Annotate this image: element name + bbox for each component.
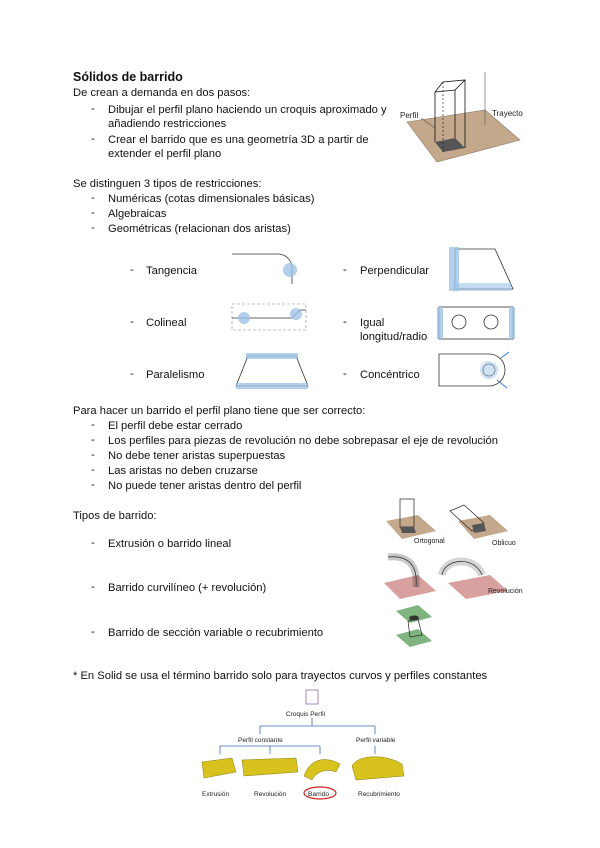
sweep-prism-figure (395, 70, 530, 165)
tangencia-label: Tangencia (146, 265, 198, 277)
sweep-types-intro: Tipos de barrido: (73, 510, 157, 522)
sweep-type-variable: Barrido de sección variable o recubrimiento (108, 627, 324, 639)
bullet-dash: - (91, 464, 95, 476)
tree-leaf-revolution: Revolución (254, 791, 287, 798)
restriction-algebraic: Algebraicas (108, 208, 167, 220)
sweep-types-figure (378, 495, 538, 655)
restriction-geometric: Geométricas (relacionan dos aristas) (108, 223, 291, 235)
tree-leaf-recubrimiento: Recubrimiento (358, 791, 400, 798)
bullet-dash: - (91, 419, 95, 431)
bullet-dash: - (91, 207, 95, 219)
paralelismo-label: Paralelismo (146, 369, 205, 381)
bullet-dash: - (343, 316, 347, 328)
bullet-dash: - (91, 626, 95, 638)
revolucion-label: Revolución (488, 588, 523, 595)
fig1-perfil-label: Perfil (400, 111, 419, 120)
bullet-dash: - (91, 222, 95, 234)
profile-intro: Para hacer un barrido el perfil plano tiene que ser correcto: (73, 405, 366, 417)
restrictions-intro: Se distinguen 3 tipos de restricciones: (73, 178, 262, 190)
perpendicular-label: Perpendicular (360, 265, 430, 277)
bullet-dash: - (91, 133, 95, 145)
bullet-dash: - (130, 316, 134, 328)
bullet-dash: - (130, 264, 134, 276)
profile-rule-5: No puede tener aristas dentro del perfil (108, 480, 302, 492)
oblicuo-label: Oblicuo (492, 540, 516, 547)
step-2-line-2: extender el perfil plano (108, 148, 222, 160)
bullet-dash: - (91, 103, 95, 115)
intro-text: De crean a demanda en dos pasos: (73, 87, 251, 99)
solid-note: * En Solid se usa el término barrido solo para trayectos curvos y perfiles constantes (73, 670, 488, 682)
bullet-dash: - (343, 368, 347, 380)
tree-right-label: Perfil variable (356, 737, 396, 744)
bullet-dash: - (91, 479, 95, 491)
perpendicular-sketch (435, 245, 520, 293)
tree-leaf-extrusion: Extrusión (202, 791, 230, 798)
bullet-dash: - (91, 434, 95, 446)
page-title: Sólidos de barrido (73, 70, 183, 84)
bullet-dash: - (130, 368, 134, 380)
step-1-line-2: añadiendo restricciones (108, 118, 227, 130)
colinear-sketch (230, 300, 310, 338)
tree-root-label: Croquis Perfil (286, 711, 326, 718)
tree-leaf-barrido: Barrido (308, 791, 329, 798)
concentric-sketch (435, 350, 520, 392)
concentrico-label: Concéntrico (360, 369, 420, 381)
step-2-line-1: Crear el barrido que es una geometría 3D a partir de (108, 134, 369, 146)
profile-rule-2: Los perfiles para piezas de revolución no debe sobrepasar el eje de revolución (108, 435, 498, 447)
bullet-dash: - (343, 264, 347, 276)
igual-label-2: longitud/radio (360, 331, 428, 343)
bullet-dash: - (91, 192, 95, 204)
igual-label-1: Igual (360, 317, 385, 329)
bullet-dash: - (91, 449, 95, 461)
parallel-sketch (232, 350, 312, 392)
bullet-dash: - (91, 537, 95, 549)
sweep-type-extrusion: Extrusión o barrido lineal (108, 538, 232, 550)
fig1-trayecto-label: Trayecto (492, 109, 523, 118)
step-1-line-1: Dibujar el perfil plano haciendo un croquis aproximado y (108, 104, 387, 116)
equal-sketch (435, 303, 520, 343)
profile-rule-4: Las aristas no deben cruzarse (108, 465, 258, 477)
tree-left-label: Perfil constante (238, 737, 283, 744)
tangent-sketch (230, 248, 310, 288)
profile-rule-3: No debe tener aristas superpuestas (108, 450, 286, 462)
restriction-numeric: Numéricas (cotas dimensionales básicas) (108, 193, 315, 205)
profile-rule-1: El perfil debe estar cerrado (108, 420, 243, 432)
colineal-label: Colineal (146, 317, 187, 329)
bullet-dash: - (91, 581, 95, 593)
sweep-tree-diagram (180, 688, 420, 800)
sweep-type-curvilinear: Barrido curvilíneo (+ revolución) (108, 582, 267, 594)
ortogonal-label: Ortogonal (414, 538, 445, 545)
